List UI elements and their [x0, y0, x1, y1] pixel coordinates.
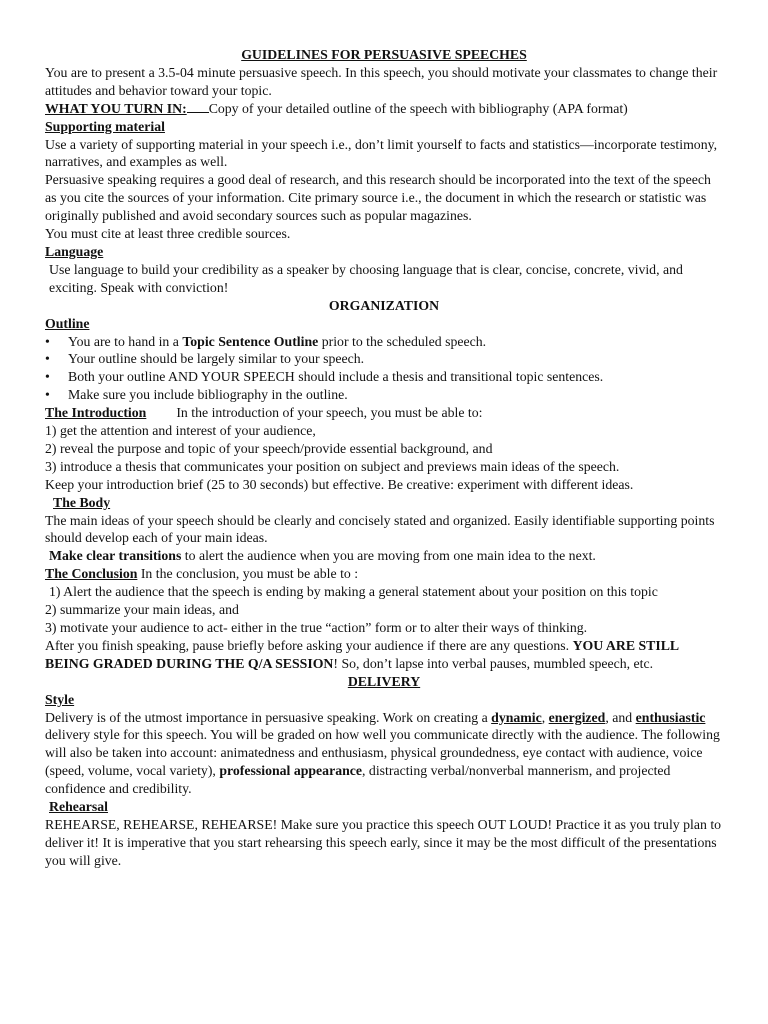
delivery-heading: DELIVERY — [347, 673, 421, 689]
conclusion-item-3: 3) motivate your audience to act- either in the true “action” form or to alter their ways of thinking. — [45, 620, 588, 635]
body-heading-line — [45, 494, 723, 512]
turn-in-paragraph — [45, 100, 723, 118]
style-paragraph — [45, 709, 723, 799]
intro-item-1: 1) get the attention and interest of your audience, — [45, 423, 316, 439]
style-part-3: , distracting verbal/nonverbal mannerism, and projected confidence and credibility. — [45, 763, 671, 797]
list-item: • Make sure you include bibliography in the outline. — [45, 386, 723, 404]
bullet1-pre: You are to hand in a — [68, 333, 183, 349]
after-paragraph — [45, 637, 723, 673]
style-heading: Style — [45, 691, 75, 707]
bullet1-bold: Topic Sentence Outline — [182, 333, 319, 349]
rehearsal-heading: Rehearsal — [49, 799, 109, 815]
document-title: GUIDELINES FOR PERSUASIVE SPEECHES — [241, 47, 527, 62]
language-text: Use language to build your credibility as a speaker by choosing language that is clear, concise, concrete, vivid, and exciting. Speak with conviction! — [49, 261, 683, 295]
enthusiastic-word: enthusiastic — [635, 709, 706, 725]
body-text: The main ideas of your speech should be clearly and concisely stated and organized. Easily identifiable supporting points should develop each of your main ideas. — [45, 512, 715, 546]
transitions-bold: Make clear transitions — [49, 548, 182, 564]
conclusion-line — [45, 565, 723, 583]
style-and: , and — [605, 709, 636, 725]
after-bold: YOU ARE STILL BEING GRADED DURING THE Q/A SESSION — [45, 637, 679, 671]
bullet1-post: prior to the scheduled speech. — [318, 333, 487, 349]
body-heading: The Body — [53, 494, 111, 510]
introduction-line — [45, 404, 723, 422]
outline-heading: Outline — [45, 315, 90, 331]
conclusion-lead: In the conclusion, you must be able to : — [137, 566, 359, 582]
rehearsal-text: REHEARSE, REHEARSE, REHEARSE! Make sure you practice this speech OUT LOUD! Practice it as you truly plan to deliver it! It is imperative that you start rehearsing this speech early, since it may be the most difficult of the presentations you will give. — [45, 816, 722, 868]
organization-heading: ORGANIZATION — [328, 297, 440, 313]
style-comma: , — [541, 709, 549, 725]
style-part-2: delivery style for this speech. You will be graded on how well you communicate directly with the audience. The following will also be taken into account: animatedness and enthusiasm, physical groundedness, eye contact with audience, voice (speed, volume, vocal variety), — [45, 727, 720, 779]
introduction-heading: The Introduction — [45, 405, 147, 421]
supporting-p2: Persuasive speaking requires a good deal of research, and this research should be incorporated into the text of the speech as you cite the sources of your information. Cite primary source i.e., the document in which the research or statistic was originally published and avoid secondary sources such as popular magazines. — [45, 172, 711, 224]
list-item: • Your outline should be largely similar to your speech. — [45, 350, 723, 368]
intro-paragraph: You are to present a 3.5-04 minute persuasive speech. In this speech, you should motivate your classmates to change their attitudes and behavior toward your topic. — [45, 64, 718, 98]
conclusion-item-1: 1) Alert the audience that the speech is ending by making a general statement about your position on this topic — [49, 584, 658, 600]
transitions-paragraph — [45, 547, 723, 565]
turn-in-text: Copy of your detailed outline of the speech with bibliography (APA format) — [208, 100, 628, 116]
conclusion-item-2: 2) summarize your main ideas, and — [45, 602, 239, 618]
style-part-1: Delivery is of the utmost importance in persuasive speaking. Work on creating a — [45, 709, 492, 725]
introduction-lead: In the introduction of your speech, you must be able to: — [176, 405, 483, 421]
after-pre: After you finish speaking, pause briefly before asking your audience if there are any questions. — [45, 637, 573, 653]
list-item — [45, 333, 723, 351]
list-item: • Both your outline AND YOUR SPEECH should include a thesis and transitional topic sentences. — [45, 368, 723, 386]
after-post: ! So, don’t lapse into verbal pauses, mumbled speech, etc. — [333, 655, 654, 671]
language-heading: Language — [45, 243, 104, 259]
rehearsal-heading-line — [45, 798, 723, 816]
dynamic-word: dynamic — [491, 709, 542, 725]
turn-in-underline — [187, 100, 209, 113]
conclusion-heading: The Conclusion — [45, 566, 138, 582]
intro-item-3: 3) introduce a thesis that communicates your position on subject and previews main ideas of the speech. — [45, 458, 620, 474]
supporting-heading: Supporting material — [45, 118, 165, 134]
supporting-p1: Use a variety of supporting material in your speech i.e., don’t limit yourself to facts and statistics—incorporate testimony, narratives, and examples as well. — [45, 136, 718, 170]
intro-item-2: 2) reveal the purpose and topic of your speech/provide essential background, and — [45, 440, 493, 456]
intro-keep: Keep your introduction brief (25 to 30 seconds) but effective. Be creative: experiment with different ideas. — [45, 476, 634, 492]
turn-in-label: WHAT YOU TURN IN: — [45, 100, 187, 116]
supporting-p3: You must cite at least three credible sources. — [45, 226, 291, 242]
transitions-rest: to alert the audience when you are moving from one main idea to the next. — [181, 548, 596, 564]
energized-word: energized — [548, 709, 606, 725]
outline-list — [45, 333, 723, 405]
professional-appearance: professional appearance — [219, 763, 363, 779]
